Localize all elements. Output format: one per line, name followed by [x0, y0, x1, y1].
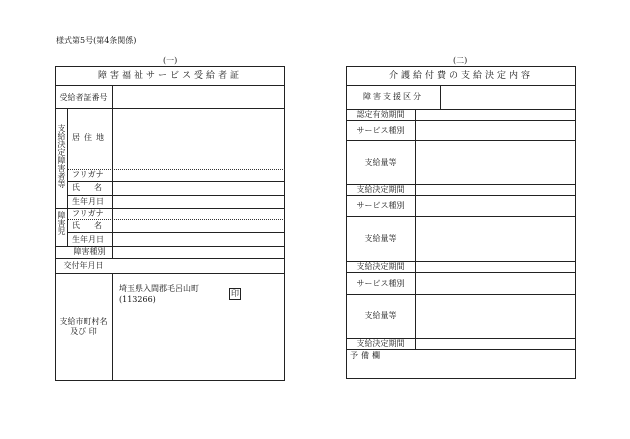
right-form-title: 介護給付費の支給決定内容: [388, 71, 533, 81]
official-seal-stamp: 印: [231, 289, 239, 298]
municipality-code: (113266): [119, 295, 156, 304]
child-birth-label: 生年月日: [72, 235, 104, 244]
disability-type-label: 障害種別: [73, 247, 106, 256]
address-label: 居住地: [72, 133, 108, 142]
service-type-label: サービス種別: [356, 279, 405, 288]
name-label: 氏名: [72, 183, 116, 192]
form-label: 様式第5号(第4条関係): [56, 36, 137, 45]
seal-label: 及び 印: [70, 327, 97, 336]
support-class-label: 障害支援区分: [363, 92, 423, 101]
validity-label: 認定有効期間: [356, 110, 405, 119]
furigana-label: フリガナ: [72, 170, 104, 179]
child-name-label: 氏名: [72, 221, 116, 230]
child-furigana-label: フリガナ: [72, 209, 104, 218]
period-label: 支給決定期間: [356, 339, 405, 348]
municipality-label: 支給市町村名: [59, 317, 108, 326]
birth-label: 生年月日: [72, 197, 104, 206]
cert-no-label: 受給者証番号: [59, 93, 108, 102]
right-form-number: (二): [453, 56, 468, 65]
recipient-group-label: 支給決定障害者等: [57, 124, 66, 188]
service-type-label: サービス種別: [356, 126, 405, 135]
municipality-name: 埼玉県入間郡毛呂山町: [119, 284, 199, 293]
service-type-label: サービス種別: [356, 201, 405, 210]
amount-label: 支給量等: [364, 158, 397, 167]
amount-label: 支給量等: [364, 234, 397, 243]
left-form-title: 障害福祉サービス受給者証: [97, 71, 242, 81]
child-group-label: 障害児: [57, 211, 66, 235]
period-label: 支給決定期間: [356, 185, 405, 194]
left-form-number: (一): [163, 56, 178, 65]
remarks-label: 予備欄: [350, 351, 383, 360]
issue-date-label: 交付年月日: [63, 261, 104, 270]
period-label: 支給決定期間: [356, 262, 405, 271]
amount-label: 支給量等: [364, 311, 397, 320]
